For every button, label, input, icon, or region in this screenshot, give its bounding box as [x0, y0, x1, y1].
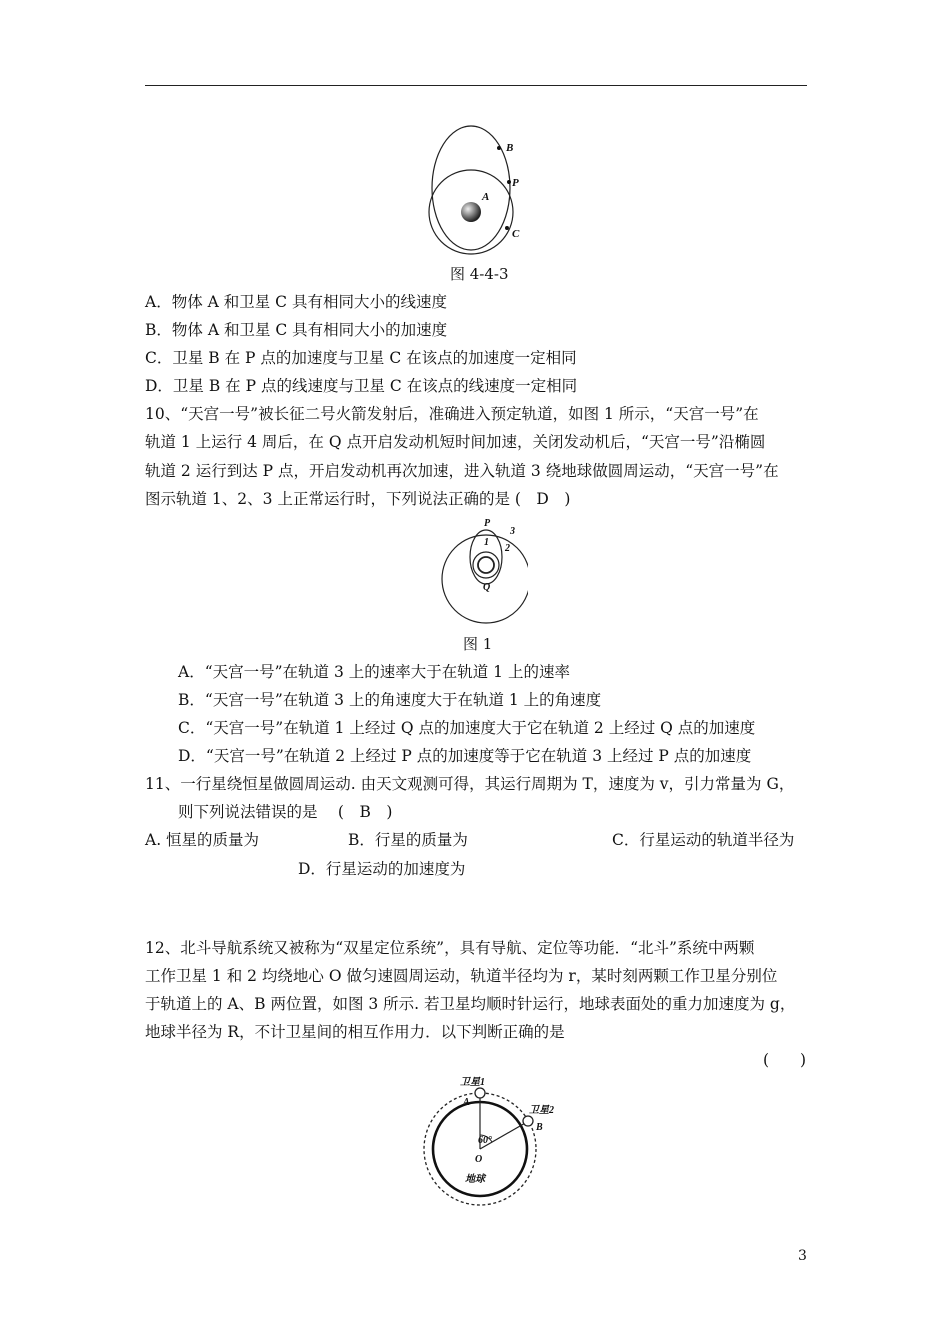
q12-line-2: 工作卫星 1 和 2 均绕地心 O 做匀速圆周运动，轨道半径均为 r，某时刻两颗工作卫星分别位: [145, 967, 778, 985]
q10-option-a: A．“天宫一号”在轨道 3 上的速率大于在轨道 1 上的速率: [178, 663, 570, 681]
svg-text:P: P: [484, 518, 491, 529]
figure-3-satellites: [420, 1070, 580, 1210]
figure-4-4-3: [420, 122, 530, 257]
q10-line-1: 10、“天宫一号”被长征二号火箭发射后，准确进入预定轨道，如图 1 所示，“天宫一号”在: [145, 405, 759, 423]
q12-line-1: 12、北斗导航系统又被称为“双星定位系统”，具有导航、定位等功能．“北斗”系统中两颗: [145, 939, 755, 957]
q10-option-b: B．“天宫一号”在轨道 3 上的角速度大于在轨道 1 上的角速度: [178, 691, 602, 709]
svg-text:A: A: [482, 191, 490, 203]
svg-text:C: C: [512, 228, 520, 240]
svg-text:卫星1: 卫星1: [460, 1077, 485, 1088]
page-number: 3: [798, 1248, 807, 1264]
svg-text:2: 2: [505, 543, 510, 554]
svg-text:3: 3: [510, 526, 515, 537]
svg-text:B: B: [536, 1122, 543, 1133]
q10-option-d: D．“天宫一号”在轨道 2 上经过 P 点的加速度等于它在轨道 3 上经过 P 点的加速度: [178, 747, 752, 765]
q10-line-2: 轨道 1 上运行 4 周后，在 Q 点开启发动机短时间加速，关闭发动机后，“天宫一号”沿椭圆: [145, 433, 766, 451]
q9-option-b: B．物体 A 和卫星 C 具有相同大小的加速度: [145, 321, 448, 339]
q10-line-3: 轨道 2 运行到达 P 点，开启发动机再次加速，进入轨道 3 绕地球做圆周运动，“天宫一号”在: [145, 462, 779, 480]
svg-text:Q: Q: [483, 582, 491, 593]
svg-text:P: P: [512, 177, 519, 189]
q9-option-d: D．卫星 B 在 P 点的线速度与卫星 C 在该点的线速度一定相同: [145, 377, 578, 395]
svg-text:60°: 60°: [478, 1135, 492, 1146]
q9-option-a: A．物体 A 和卫星 C 具有相同大小的线速度: [145, 293, 447, 311]
svg-text:B: B: [506, 142, 514, 154]
header-rule: [145, 85, 807, 86]
q12-line-4: 地球半径为 R，不计卫星间的相互作用力．以下判断正确的是: [145, 1023, 565, 1041]
q11-option-d: D．行星运动的加速度为: [298, 860, 466, 878]
figure-1-orbits: [438, 515, 528, 630]
figure-4-4-3-caption: 图 4-4-3: [450, 265, 509, 283]
figure-1-caption: 图 1: [463, 635, 493, 653]
q9-option-c: C．卫星 B 在 P 点的加速度与卫星 C 在该点的加速度一定相同: [145, 349, 577, 367]
svg-text:地球: 地球: [465, 1174, 485, 1185]
q12-answer-blank: ( ): [763, 1051, 807, 1069]
q11-line-2: 则下列说法错误的是 ( B ): [178, 803, 393, 821]
svg-text:O: O: [475, 1154, 483, 1165]
q11-option-c: C．行星运动的轨道半径为: [612, 831, 795, 849]
q11-option-b: B．行星的质量为: [348, 831, 468, 849]
q11-line-1: 11、一行星绕恒星做圆周运动. 由天文观测可得，其运行周期为 T，速度为 v，引力常量为 G，: [145, 775, 795, 793]
q10-option-c: C．“天宫一号”在轨道 1 上经过 Q 点的加速度大于它在轨道 2 上经过 Q 点的加速度: [178, 719, 756, 737]
q10-line-4: 图示轨道 1、2、3 上正常运行时，下列说法正确的是 ( D ): [145, 490, 571, 508]
q12-line-3: 于轨道上的 A、B 两位置，如图 3 所示. 若卫星均顺时针运行，地球表面处的重力加速度为 g，: [145, 995, 796, 1013]
q11-option-a: A. 恒星的质量为: [145, 831, 260, 849]
svg-text:卫星2: 卫星2: [529, 1105, 554, 1116]
svg-text:1: 1: [484, 537, 489, 548]
svg-text:A: A: [463, 1097, 470, 1108]
